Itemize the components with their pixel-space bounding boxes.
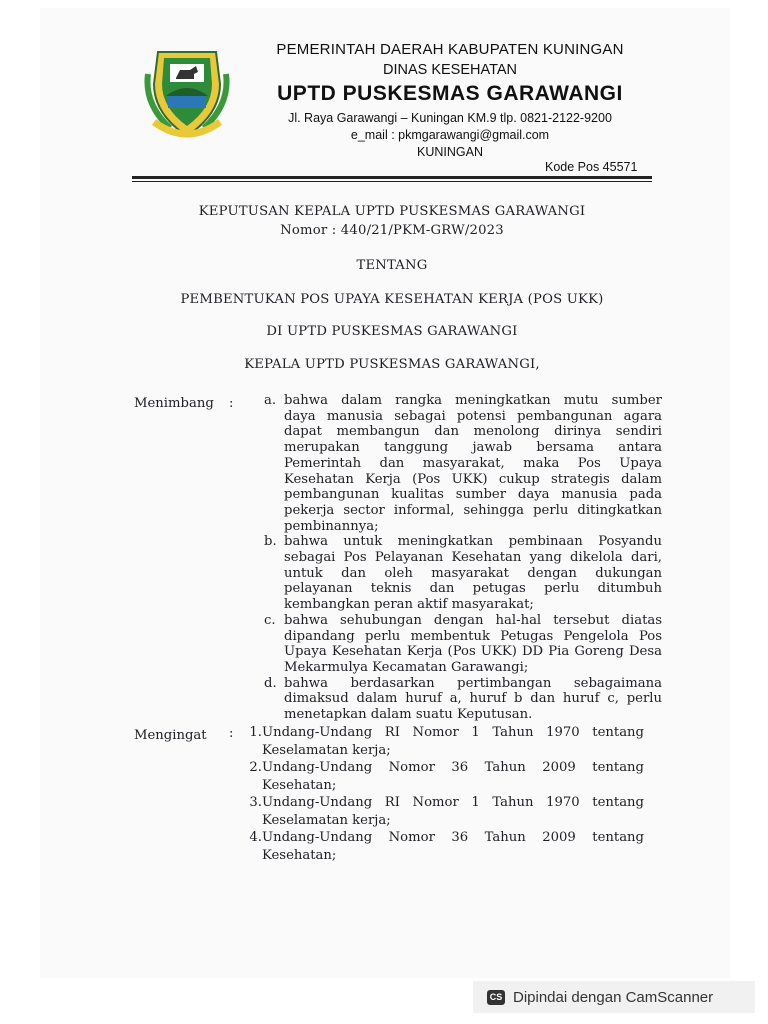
decree-subject-line1: PEMBENTUKAN POS UPAYA KESEHATAN KERJA (POS UKK) (180, 292, 604, 307)
item-line: sebagai Pos Pelayanan Kesehatan yang dikelola dari, (284, 550, 662, 566)
item-marker: d. (264, 675, 277, 691)
institution-name: UPTD PUSKESMAS GARAWANGI (277, 82, 623, 105)
remembering-colon: : (229, 726, 234, 741)
item-line: Upaya Kesehatan Kerja (Pos UKK) DD Pia Goreng Desa (284, 644, 662, 660)
item-line: Keselamatan kerja; (262, 812, 391, 828)
considering-list (264, 393, 662, 723)
item-line: menetapkan dalam suatu Keputusan. (284, 707, 533, 723)
item-line: dipandang perlu membentuk Petugas Pengelola Pos (284, 628, 662, 644)
item-line: merupakan tanggung jawab bersama antara (284, 440, 662, 456)
item-line: bahwa untuk meningkatkan pembinaan Posyandu (284, 534, 662, 550)
considering-item (264, 613, 662, 676)
item-line: daya manusia sebagai potensi pembangunan agara (284, 408, 662, 424)
item-line: dimaksud dalam huruf a, huruf b dan huruf c, perlu (284, 691, 662, 707)
considering-item (264, 676, 662, 723)
item-line: Undang-Undang Nomor 36 Tahun 2009 tentang (262, 830, 644, 845)
item-line: bahwa berdasarkan pertimbangan sebagaimana (284, 675, 662, 691)
item-line: pelayanan teknis dan petugas perlu ditumbuh (284, 581, 662, 597)
considering-item (264, 393, 662, 534)
government-name: PEMERINTAH DAERAH KABUPATEN KUNINGAN (276, 41, 624, 58)
considering-colon: : (229, 396, 234, 411)
remembering-item (240, 829, 644, 864)
remembering-item (240, 724, 644, 759)
item-line: kembangkan peran aktif masyarakat; (284, 597, 534, 613)
item-marker: 1. (249, 725, 262, 740)
considering-label: Menimbang (134, 396, 214, 411)
item-line: pekerja sector informal, sehingga perlu ditingkatkan (284, 502, 662, 518)
decree-subject-line2: DI UPTD PUSKESMAS GARAWANGI (266, 324, 518, 339)
decree-number: Nomor : 440/21/PKM-GRW/2023 (280, 223, 504, 238)
item-line: Undang-Undang Nomor 36 Tahun 2009 tentang (262, 760, 644, 775)
agency-name: DINAS KESEHATAN (382, 62, 518, 78)
item-marker: 3. (249, 795, 262, 810)
item-marker: c. (264, 612, 276, 628)
item-line: Pemerintah dan masyarakat, maka Pos Upaya (284, 455, 662, 471)
decree-title: KEPUTUSAN KEPALA UPTD PUSKESMAS GARAWANGI (198, 204, 586, 219)
item-line: bahwa sehubungan dengan hal-hal tersebut diatas (284, 612, 662, 628)
item-line: bahwa dalam rangka meningkatkan mutu sumber (284, 393, 662, 408)
item-line: pembinannya; (284, 518, 379, 534)
item-line: Kesehatan Kerja (Pos UKK) cukup strategis dalam (284, 471, 662, 487)
decree-about: TENTANG (356, 258, 428, 273)
item-line: Keselamatan kerja; (262, 742, 391, 758)
item-line: untuk dan oleh masyarakat dengan dukungan (284, 565, 662, 581)
kuningan-regency-emblem-icon (140, 44, 234, 144)
address: Jl. Raya Garawangi – Kuningan KM.9 tlp. 0821-2122-9200 (288, 111, 612, 125)
camscanner-watermark (473, 981, 755, 1013)
remembering-list (240, 724, 644, 864)
camscanner-text: Dipindai dengan CamScanner (513, 988, 714, 1006)
considering-item (264, 534, 662, 613)
item-line: Undang-Undang RI Nomor 1 Tahun 1970 tentang (262, 795, 644, 810)
city: KUNINGAN (417, 145, 483, 159)
email: e_mail : pkmgarawangi@gmail.com (350, 128, 550, 142)
header-rule-thin (132, 181, 652, 182)
item-marker: b. (264, 534, 277, 550)
postal-code: Kode Pos 45571 (545, 160, 638, 174)
remembering-item (240, 759, 644, 794)
camscanner-logo-icon: CS (487, 990, 505, 1005)
item-line: Undang-Undang RI Nomor 1 Tahun 1970 tentang (262, 725, 644, 740)
letterhead (240, 40, 660, 161)
item-marker: 4. (249, 830, 262, 845)
remembering-label: Mengingat (134, 728, 207, 743)
item-line: Kesehatan; (262, 777, 337, 793)
decree-issuer: KEPALA UPTD PUSKESMAS GARAWANGI, (244, 357, 540, 372)
item-line: pembangunan kualitas sumber daya manusia pada (284, 487, 662, 503)
item-line: dapat membangun dan menolong dirinya sendiri (284, 424, 662, 440)
remembering-item (240, 794, 644, 829)
header-rule-thick (132, 176, 652, 179)
item-marker: a. (264, 393, 277, 408)
item-line: Mekarmulya Kecamatan Garawangi; (284, 659, 529, 675)
item-marker: 2. (249, 760, 262, 775)
item-line: Kesehatan; (262, 847, 337, 863)
